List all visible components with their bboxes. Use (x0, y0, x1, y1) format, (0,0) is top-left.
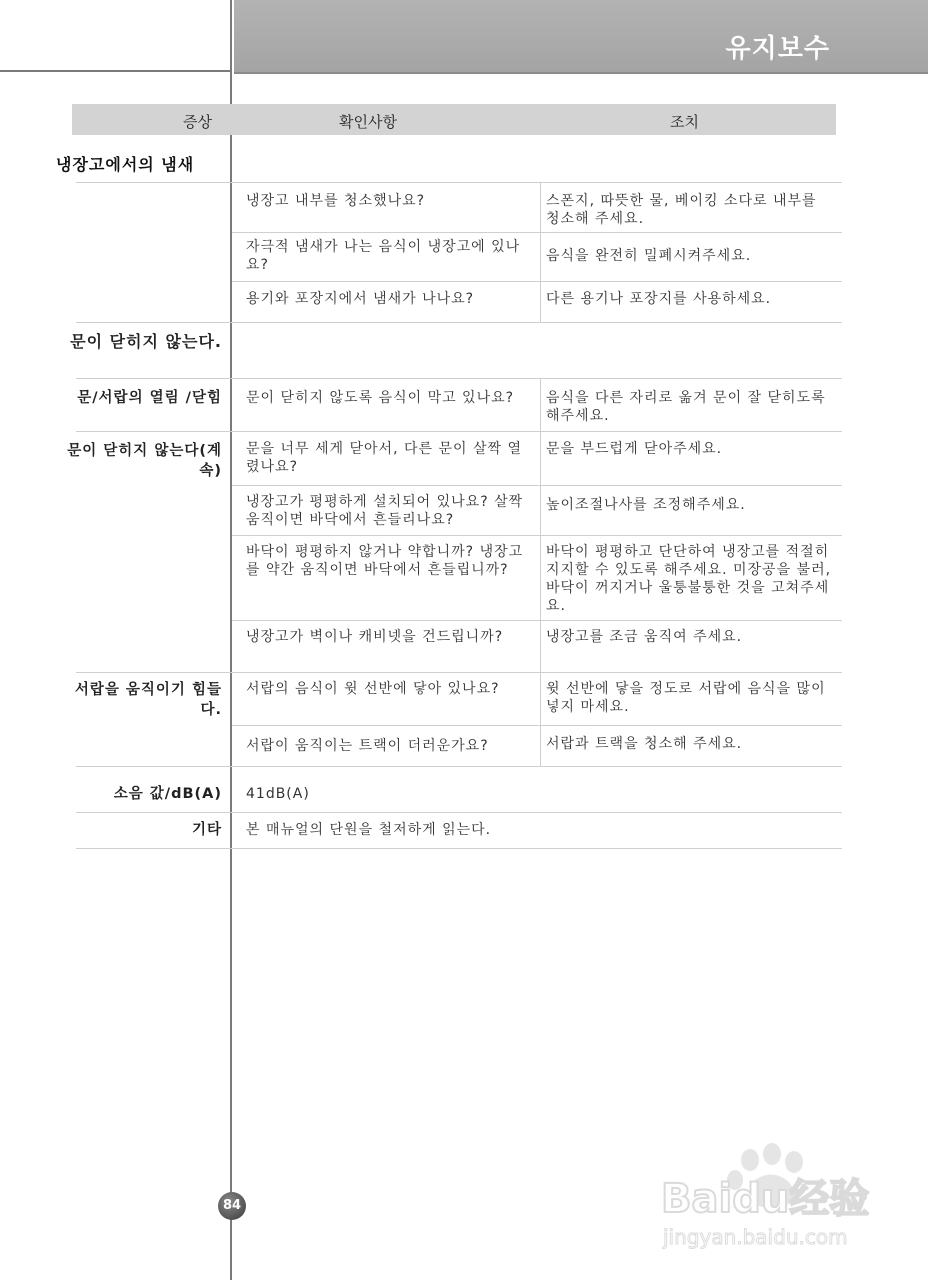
check-cell: 문이 닫히지 않도록 음식이 막고 있나요? (246, 390, 515, 406)
action-cell: 윗 선반에 닿을 정도로 서랍에 음식을 많이 넣지 마세요. (546, 681, 826, 715)
baidu-watermark (655, 1140, 875, 1260)
symptom-drawer-hard: 서랍을 움직이기 힘들다. (74, 682, 222, 718)
other-label: 기타 (191, 822, 222, 838)
check-cell: 냉장고가 평평하게 설치되어 있나요? 살짝 움직이면 바닥에서 흔들리나요? (246, 494, 524, 528)
check-cell: 서랍이 움직이는 트랙이 더러운가요? (246, 738, 489, 754)
header-check: 확인사항 (339, 113, 397, 131)
action-cell: 다른 용기나 포장지를 사용하세요. (546, 291, 772, 307)
action-cell: 냉장고를 조금 움직여 주세요. (546, 629, 743, 645)
action-cell: 음식을 완전히 밀폐시켜주세요. (546, 248, 752, 264)
check-cell: 문을 너무 세게 닫아서, 다른 문이 살짝 열렸나요? (246, 441, 522, 475)
margin-rule (230, 0, 232, 1280)
row-divider (232, 620, 842, 621)
column-divider (540, 182, 541, 322)
row-divider (76, 848, 842, 849)
row-divider (232, 281, 842, 282)
symptom-door-drawer: 문/서랍의 열림 /닫힘 (77, 390, 222, 406)
row-divider (232, 232, 842, 233)
action-cell: 음식을 다른 자리로 옮겨 문이 잘 닫히도록 해주세요. (546, 390, 826, 424)
row-divider (232, 535, 842, 536)
section-title: 유지보수 (725, 34, 830, 64)
row-divider (76, 431, 842, 432)
noise-label: 소음 값/dB(A) (113, 786, 222, 802)
noise-value: 41dB(A) (246, 786, 310, 802)
watermark-url: jingyan.baidu.com (663, 1225, 848, 1249)
check-cell: 바닥이 평평하지 않거나 약합니까? 냉장고를 약간 움직이면 바닥에서 흔들립니까? (246, 544, 524, 578)
row-divider (76, 812, 842, 813)
action-cell: 스폰지, 따뜻한 물, 베이킹 소다로 내부를 청소해 주세요. (546, 193, 817, 227)
row-divider (76, 766, 842, 767)
action-cell: 높이조절나사를 조정해주세요. (546, 497, 746, 513)
row-divider (232, 485, 842, 486)
category-door-title: 문이 닫히지 않는다. (70, 332, 222, 351)
action-cell: 문을 부드럽게 닫아주세요. (546, 441, 723, 457)
row-divider (76, 182, 842, 183)
check-cell: 용기와 포장지에서 냄새가 나나요? (246, 291, 475, 307)
row-divider (232, 725, 842, 726)
page-number: 84 (218, 1192, 246, 1220)
column-divider (540, 378, 541, 766)
top-left-rule (0, 70, 232, 72)
watermark-brand: Baidu经验 (661, 1176, 870, 1222)
category-odor-title: 냉장고에서의 냄새 (56, 155, 195, 174)
row-divider (76, 322, 842, 323)
action-cell: 서랍과 트랙을 청소해 주세요. (546, 736, 743, 752)
action-cell: 바닥이 평평하고 단단하여 냉장고를 적절히 지지할 수 있도록 해주세요. 미장공을 불러, 바닥이 꺼지거나 울퉁불퉁한 것을 고쳐주세요. (546, 544, 832, 614)
check-cell: 자극적 냄새가 나는 음식이 냉장고에 있나요? (246, 239, 521, 273)
other-value: 본 매뉴얼의 단원을 철저하게 읽는다. (246, 822, 492, 838)
symptom-door-cont: 문이 닫히지 않는다(계속) (67, 443, 222, 479)
row-divider (76, 672, 842, 673)
table-header (72, 104, 836, 135)
check-cell: 서랍의 음식이 윗 선반에 닿아 있나요? (246, 681, 500, 697)
header-band (234, 0, 928, 74)
row-divider (76, 378, 842, 379)
check-cell: 냉장고 내부를 청소했나요? (246, 193, 426, 209)
header-action: 조치 (670, 113, 699, 131)
header-symptom: 증상 (183, 113, 212, 131)
check-cell: 냉장고가 벽이나 캐비넷을 건드립니까? (246, 629, 504, 645)
